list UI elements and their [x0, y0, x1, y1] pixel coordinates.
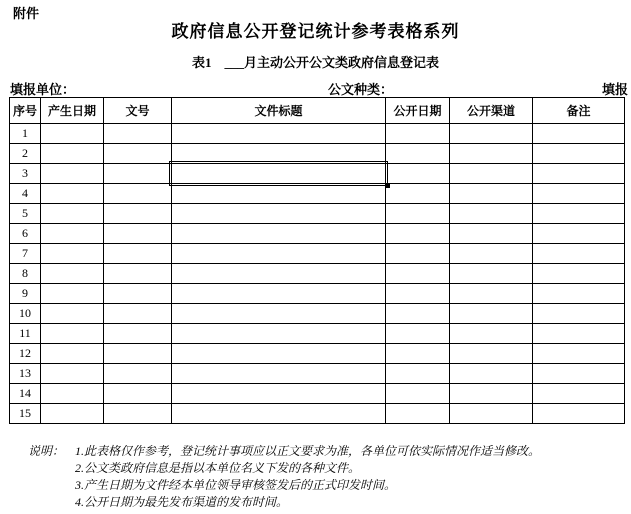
entry-cell[interactable]	[104, 364, 172, 384]
entry-cell[interactable]	[450, 244, 533, 264]
entry-cell[interactable]	[104, 264, 172, 284]
entry-cell[interactable]	[41, 244, 104, 264]
entry-cell[interactable]	[104, 344, 172, 364]
entry-cell[interactable]	[172, 184, 386, 204]
note-item: 3.产生日期为文件经本单位领导审核签发后的正式印发时间。	[75, 478, 397, 492]
entry-cell[interactable]	[104, 184, 172, 204]
entry-cell[interactable]	[386, 344, 450, 364]
notes-section	[28, 443, 627, 511]
row-number-cell: 13	[10, 364, 41, 384]
table-body	[10, 124, 625, 424]
entry-cell[interactable]	[386, 164, 450, 184]
row-number-cell: 12	[10, 344, 41, 364]
row-number-cell: 7	[10, 244, 41, 264]
entry-cell[interactable]	[533, 324, 625, 344]
entry-cell[interactable]	[450, 344, 533, 364]
entry-cell[interactable]	[104, 144, 172, 164]
entry-cell[interactable]	[172, 264, 386, 284]
entry-cell[interactable]	[533, 364, 625, 384]
entry-cell[interactable]	[386, 324, 450, 344]
entry-cell[interactable]	[533, 184, 625, 204]
entry-cell[interactable]	[386, 284, 450, 304]
entry-cell[interactable]	[41, 404, 104, 424]
table-row	[10, 204, 625, 224]
entry-cell[interactable]	[172, 244, 386, 264]
entry-cell[interactable]	[172, 304, 386, 324]
table-row	[10, 244, 625, 264]
entry-cell[interactable]	[172, 384, 386, 404]
entry-cell[interactable]	[41, 384, 104, 404]
entry-cell[interactable]	[533, 384, 625, 404]
entry-cell[interactable]	[533, 244, 625, 264]
entry-cell[interactable]	[104, 224, 172, 244]
entry-cell[interactable]	[450, 364, 533, 384]
column-header: 文件标题	[172, 98, 386, 124]
entry-cell[interactable]	[386, 384, 450, 404]
table-row	[10, 304, 625, 324]
entry-cell[interactable]	[386, 224, 450, 244]
entry-cell[interactable]	[386, 264, 450, 284]
table-subtitle: 表1 ___月主动公开公文类政府信息登记表	[191, 55, 439, 70]
row-number-cell: 1	[10, 124, 41, 144]
entry-cell[interactable]	[386, 184, 450, 204]
table-row	[10, 124, 625, 144]
report-right-label: 填报	[601, 82, 628, 97]
note-item: 1.此表格仅作参考，登记统计事项应以正文要求为准，各单位可依实际情况作适当修改。	[75, 444, 541, 458]
table-row	[10, 404, 625, 424]
entry-cell[interactable]	[41, 304, 104, 324]
entry-cell[interactable]	[450, 184, 533, 204]
table-row	[10, 344, 625, 364]
entry-cell[interactable]	[41, 144, 104, 164]
note-item: 2.公文类政府信息是指以本单位名义下发的各种文件。	[75, 461, 361, 475]
entry-cell[interactable]	[172, 324, 386, 344]
entry-cell[interactable]	[104, 384, 172, 404]
entry-cell[interactable]	[104, 404, 172, 424]
reporting-unit-label: 填报单位：	[10, 82, 76, 97]
entry-cell[interactable]	[41, 364, 104, 384]
entry-cell[interactable]	[172, 344, 386, 364]
entry-cell[interactable]	[104, 244, 172, 264]
table-row	[10, 264, 625, 284]
entry-cell[interactable]	[533, 144, 625, 164]
table-row	[10, 324, 625, 344]
info-line	[0, 79, 631, 96]
entry-cell[interactable]	[41, 204, 104, 224]
entry-cell[interactable]	[386, 144, 450, 164]
table-row	[10, 164, 625, 184]
row-number-cell: 5	[10, 204, 41, 224]
column-header: 产生日期	[41, 98, 104, 124]
entry-cell[interactable]	[533, 224, 625, 244]
attachment-label: 附件	[13, 6, 40, 21]
registration-table	[9, 97, 625, 424]
entry-cell[interactable]	[533, 204, 625, 224]
entry-cell[interactable]	[172, 144, 386, 164]
entry-cell[interactable]	[450, 404, 533, 424]
entry-cell[interactable]	[104, 204, 172, 224]
selection-frame	[169, 161, 388, 186]
notes-items	[75, 443, 627, 511]
entry-cell[interactable]	[386, 204, 450, 224]
entry-cell[interactable]	[104, 284, 172, 304]
entry-cell[interactable]	[172, 124, 386, 144]
entry-cell[interactable]	[41, 184, 104, 204]
row-number-cell: 6	[10, 224, 41, 244]
entry-cell[interactable]	[386, 124, 450, 144]
entry-cell[interactable]	[172, 224, 386, 244]
entry-cell[interactable]	[104, 324, 172, 344]
entry-cell[interactable]	[41, 344, 104, 364]
entry-cell[interactable]	[450, 284, 533, 304]
entry-cell[interactable]	[104, 164, 172, 184]
document-type-label: 公文种类：	[328, 82, 394, 97]
entry-cell[interactable]	[41, 224, 104, 244]
entry-cell[interactable]	[386, 244, 450, 264]
row-number-cell: 15	[10, 404, 41, 424]
entry-cell[interactable]	[172, 284, 386, 304]
entry-cell[interactable]	[104, 124, 172, 144]
entry-cell[interactable]	[450, 124, 533, 144]
table-row	[10, 224, 625, 244]
entry-cell[interactable]	[533, 344, 625, 364]
entry-cell[interactable]	[386, 364, 450, 384]
entry-cell[interactable]	[450, 204, 533, 224]
entry-cell[interactable]	[450, 224, 533, 244]
row-number-cell: 9	[10, 284, 41, 304]
table-row	[10, 144, 625, 164]
column-header: 公开日期	[386, 98, 450, 124]
note-item: 4.公开日期为最先发布渠道的发布时间。	[75, 495, 289, 509]
entry-cell[interactable]	[172, 404, 386, 424]
entry-cell[interactable]	[41, 324, 104, 344]
column-header: 序号	[10, 98, 41, 124]
page-title: 政府信息公开登记统计参考表格系列	[171, 22, 460, 41]
row-number-cell: 14	[10, 384, 41, 404]
entry-cell[interactable]	[41, 124, 104, 144]
entry-cell[interactable]	[450, 384, 533, 404]
row-number-cell: 8	[10, 264, 41, 284]
entry-cell[interactable]	[450, 324, 533, 344]
table-row	[10, 284, 625, 304]
selection-fill-handle[interactable]	[385, 183, 390, 188]
entry-cell[interactable]	[450, 164, 533, 184]
entry-cell[interactable]	[450, 144, 533, 164]
entry-cell[interactable]	[533, 284, 625, 304]
entry-cell[interactable]	[386, 304, 450, 324]
row-number-cell: 4	[10, 184, 41, 204]
column-header: 备注	[533, 98, 625, 124]
entry-cell[interactable]	[533, 164, 625, 184]
header-row	[10, 98, 625, 124]
entry-cell[interactable]	[533, 124, 625, 144]
row-number-cell: 2	[10, 144, 41, 164]
entry-cell[interactable]	[172, 204, 386, 224]
entry-cell[interactable]	[533, 404, 625, 424]
entry-cell[interactable]	[450, 304, 533, 324]
entry-cell[interactable]	[450, 264, 533, 284]
entry-cell[interactable]	[41, 164, 104, 184]
table-row	[10, 184, 625, 204]
table-row	[10, 384, 625, 404]
column-header: 文号	[104, 98, 172, 124]
notes-label: 说明：	[28, 444, 65, 458]
column-header: 公开渠道	[450, 98, 533, 124]
row-number-cell: 10	[10, 304, 41, 324]
entry-cell[interactable]	[533, 304, 625, 324]
entry-cell[interactable]	[41, 264, 104, 284]
selected-entry-cell[interactable]	[172, 164, 386, 184]
entry-cell[interactable]	[104, 304, 172, 324]
entry-cell[interactable]	[172, 364, 386, 384]
table-row	[10, 364, 625, 384]
row-number-cell: 3	[10, 164, 41, 184]
entry-cell[interactable]	[41, 284, 104, 304]
row-number-cell: 11	[10, 324, 41, 344]
entry-cell[interactable]	[533, 264, 625, 284]
entry-cell[interactable]	[386, 404, 450, 424]
